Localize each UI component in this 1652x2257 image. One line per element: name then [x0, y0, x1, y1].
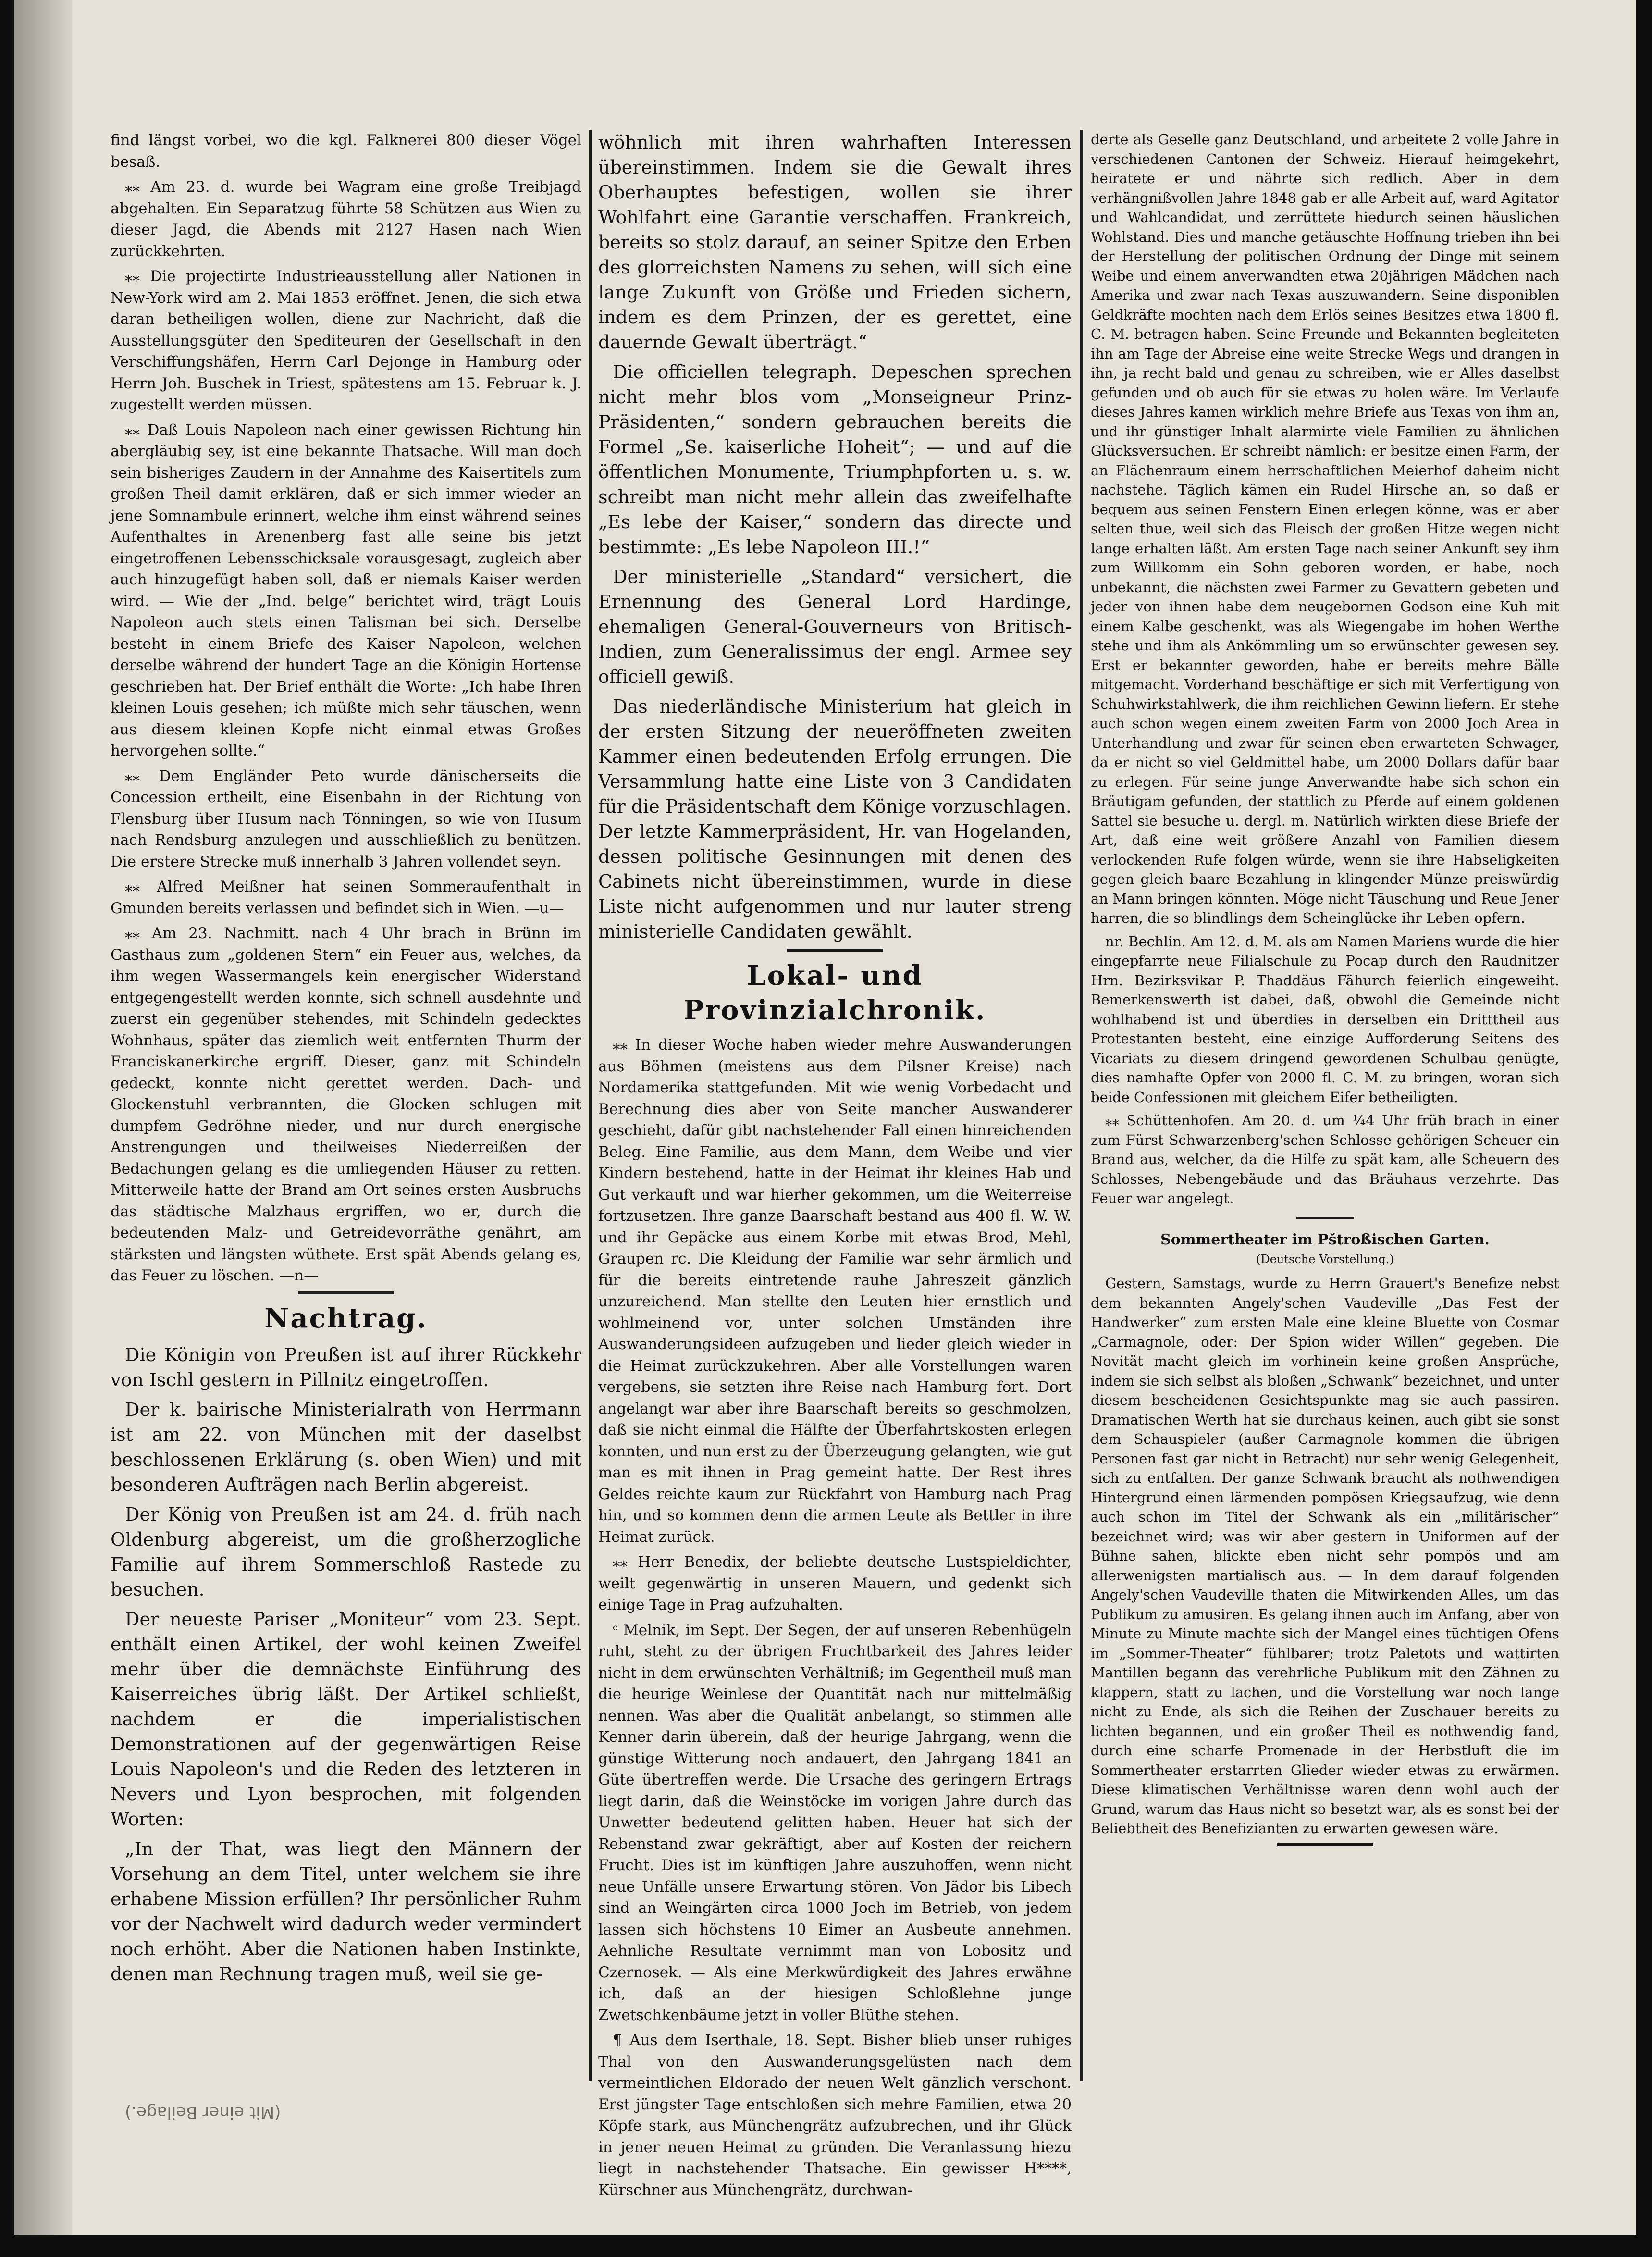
section-separator [298, 1291, 394, 1294]
article-paragraph: ⁎⁎ Am 23. d. wurde bei Wagram eine große Treibjagd abgehalten. Ein Separatzug führte 58 Schützen aus Wien zu dieser Jagd, die Abends mit 2127 Hasen nach Wien zurückkehrten. [111, 178, 581, 260]
article-paragraph: ⁎⁎ Dem Engländer Peto wurde dänischerseits die Concession ertheilt, eine Eisenbahn in der Richtung von Flensburg über Husum nach Tönningen, so wie von Husum nach Rendsburg anzulegen und ausschließlich zu benützen. Die erstere Strecke muß innerhalb 3 Jahren vollendet seyn. [111, 767, 581, 870]
article-paragraph: ⁎⁎ Die projectirte Industrieausstellung aller Nationen in New-York wird am 2. Mai 1853 eröffnet. Jenen, die sich etwa daran betheiligen wollen, diene zur Nachricht, daß die Ausstellungsgüter den Spediteuren der Gesellschaft in den Verschiffungshäfen, Herrn Carl Dejonge in Hamburg oder Herrn Joh. Buschek in Triest, spätestens am 15. Februar k. J. zugestellt werden müssen. [111, 268, 581, 413]
article-paragraph: ⁎⁎ In dieser Woche haben wieder mehre Auswanderungen aus Böhmen (meistens aus dem Pilsner Kreise) nach Nordamerika stattgefunden. Mit wie wenig Vorbedacht und Berechnung dies aber von Seite mancher Auswanderer geschieht, dafür gibt nachstehender Fall einen hinreichenden Beleg. Eine Familie, aus dem Mann, dem Weibe und vier Kindern bestehend, hatte in der Heimat ihr kleines Hab und Gut verkauft und war hierher gekommen, um die Weiterreise fortzusetzen. Ihre ganze Baarschaft bestand aus 400 fl. W. W. und ihr Gepäcke aus einem Korbe mit etwas Brod, Mehl, Graupen rc. Die Kleidung der Familie war sehr ärmlich und für die bereits eintretende rauhe Jahreszeit gänzlich unzureichend. Man stellte den Leuten hier ernstlich und wohlmeinend vor, unter solchen Umständen ihre Auswanderungsideen aufzugeben und lieder gleich wieder in die Heimat zurückzukehren. Aber alle Vorstellungen waren vergebens, sie setzten ihre Reise nach Hamburg fort. Dort angelangt war aber ihre Baarschaft bereits so geschmolzen, daß sie nicht einmal die Hälfte der Überfahrtskosten erlegen konnten, und nun erst zu der Überzeugung gelangten, wie gut man es mit ihnen in Prag gemeint hatte. Der Rest ihres Geldes reichte kaum zur Rückfahrt von Hamburg nach Prag hin, und so kommen denn die armen Leute als Bettler in ihre Heimat zurück. [598, 1036, 1072, 1546]
article-paragraph: Der k. bairische Ministerialrath von Herrmann ist am 22. von München mit der daselbst beschlossenen Erklärung (s. oben Wien) und mit besonderen Aufträgen nach Berlin abgereist. [111, 1399, 581, 1495]
article-paragraph: ⁎⁎ Herr Benedix, der beliebte deutsche Lustspieldichter, weilt gegenwärtig in unseren Mauern, und gedenkt sich einige Tage in Prag aufzuhalten. [598, 1553, 1072, 1613]
article-paragraph: ᶜ Melnik, im Sept. Der Segen, der auf unseren Rebenhügeln ruht, steht zu der übrigen Fruchtbarkeit des Jahres leider nicht in dem erwünschten Verhältniß; im Gegentheil muß man die heurige Weinlese der Quantität nach nur mittelmäßig nennen. Was aber die Qualität anbelangt, so stimmen alle Kenner darin überein, daß der heurige Jahrgang, wenn die günstige Witterung noch andauert, den Jahrgang 1841 an Güte übertreffen werde. Die Ursache des geringern Ertrags liegt darin, daß die Weinstöcke im vorigen Jahre durch das Unwetter bedeutend gelitten haben. Heuer hat sich der Rebenstand zwar gekräftigt, aber auf Kosten der reichern Frucht. Dies ist im künftigen Jahre auszuhoffen, wenn nicht neue Unfälle unsere Erwartung stören. Von Jädor bis Libech sind an Weingärten circa 1000 Joch im Betrieb, von jedem lassen sich höchstens 10 Eimer an Ausbeute annehmen. Aehnliche Resultate vernimmt man von Lobositz und Czernosek. — Als eine Merkwürdigkeit des Jahres erwähne ich, daß an der hiesigen Schloßlehne junge Zwetschkenbäume jetzt in voller Blüthe stehen. [598, 1621, 1072, 2024]
article-paragraph: Der ministerielle „Standard“ versichert, die Ernennung des General Lord Hardinge, ehemaligen General-Gouverneurs von Britisch-Indien, zum Generalissimus der engl. Armee sey officiell gewiß. [598, 566, 1072, 687]
section-heading-theater: Sommertheater im Pštroßischen Garten. [1160, 1231, 1490, 1248]
article-paragraph: ⁎⁎ Am 23. Nachmitt. nach 4 Uhr brach in Brünn im Gasthaus zum „goldenen Stern“ ein Feuer aus, welches, da ihm wegen Wassermangels kein energischer Widerstand entgegengestellt werden konnte, sich schnell ausdehnte und zuerst ein gegenüber stehendes, mit Schindeln gedecktes Wohnhaus, später das ziemlich weit entfernten Thurm der Franciskanerkirche ergriff. Dieser, ganz mit Schindeln gedeckt, konnte nicht gerettet werden. Dach- und Glockenstuhl verbrannten, die Glocken schlugen mit dumpfem Gedröhne nieder, und nur durch energische Anstrengungen und theilweises Niederreißen der Bedachungen gelang es die umliegenden Häuser zu retten. Mitterweile hatte der Brand am Ort seines ersten Ausbruchs das städtische Malzhaus ergriffen, wo er, durch die bedeutenden Malz- und Getreidevorräthe genährt, am stärksten und längsten wüthete. Erst spät Abends gelang es, das Feuer zu löschen. —n— [111, 925, 581, 1284]
newspaper-page [14, 0, 1636, 2235]
page-spine-shadow [14, 0, 72, 2235]
section-heading-lokal: Lokal- und Provinzialchronik. [683, 960, 986, 1026]
article-paragraph: Die Königin von Preußen ist auf ihrer Rückkehr von Ischl gestern in Pillnitz eingetroffen. [111, 1344, 581, 1390]
column-right [1091, 130, 1559, 2076]
column-left [111, 130, 581, 2076]
column-rule [1080, 130, 1083, 2081]
article-paragraph: „In der That, was liegt den Männern der Vorsehung an dem Titel, unter welchem sie ihre erhabene Mission erfüllen? Ihr persönlicher Ruhm vor der Nachwelt wird dadurch weder vermindert noch erhöht. Aber die Nationen haben Instinkte, denen man Rechnung tragen muß, weil sie ge- [111, 1838, 581, 1984]
article-paragraph: Der König von Preußen ist am 24. d. früh nach Oldenburg abgereist, um die großherzogliche Familie auf ihrem Sommerschloß Rastede zu besuchen. [111, 1503, 581, 1600]
article-paragraph: Gestern, Samstags, wurde zu Herrn Grauert's Benefize nebst dem bekannten Angely'schen Vaudeville „Das Fest der Handwerker“ zum ersten Male eine kleine Bluette von Cosmar „Carmagnole, oder: Der Spion wider Willen“ gegeben. Die Novität macht gleich im vorhinein keine großen Ansprüche, indem sie sich selbst als bloßen „Schwank“ bezeichnet, und unter diesem bescheidenen Gesichtspunkte mag sie auch passiren. Dramatischen Werth hat sie durchaus keinen, auch gibt sie sonst dem Schauspieler (außer Carmagnole kommen die übrigen Personen fast gar nicht in Betracht) nur sehr wenig Gelegenheit, sich zu entfalten. Der ganze Schwank braucht als nothwendigen Hintergrund einen lärmenden pompösen Kriegsaufzug, wie denn auch schon im Titel der Schwank als ein „militärischer“ bezeichnet wird; was wir aber gestern in Uniformen auf der Bühne sahen, blickte eben nicht sehr pompös und am allerwenigsten martialisch aus. — In dem darauf folgenden Angely'schen Vaudeville thaten die Mitwirkenden Alles, um das Publikum zu amusiren. Es gelang ihnen auch im Anfang, aber von Minute zu Minute machte sich der Mangel eines tüchtigen Ofens im „Sommer-Theater“ fühlbarer; trotz Paletots und wattirten Mantillen begann das verehrliche Publikum mit den Zähnen zu klappern, statt zu lachen, und die Vorstellung war noch lange nicht zu Ende, als sich die Reihen der Zuschauer bereits zu lichten begannen, und ein großer Theil es nothwendig fand, durch eine scharfe Promenade in der Herbstluft die im Sommertheater erstarrten Glieder wieder etwas zu erwärmen. Diese klimatischen Verhältnisse waren denn wohl auch der Grund, warum das Haus nicht so besetzt war, als es sonst bei der Beliebtheit des Benefizianten zu erwarten gewesen wäre. [1091, 1275, 1559, 1836]
nachtrag-section [111, 1342, 581, 1986]
article-paragraph: Die officiellen telegraph. Depeschen sprechen nicht mehr blos vom „Monseigneur Prinz-Präsidenten,“ sondern gebrauchen bereits die Formel „Se. kaiserliche Hoheit“; — und auf die öffentlichen Monumente, Triumphpforten u. s. w. schreibt man nicht mehr allein das zweifelhafte „Es lebe der Kaiser,“ sondern das directe und bestimmte: „Es lebe Napoleon III.!“ [598, 361, 1072, 558]
article-paragraph: Der neueste Pariser „Moniteur“ vom 23. Sept. enthält einen Artikel, der wohl keinen Zweifel mehr über die demnächste Einführung des Kaiserreiches übrig läßt. Der Artikel schließt, nachdem er die imperialistischen Demonstrationen auf der gegenwärtigen Reise Louis Napoleon's und die Reden des letzteren in Nevers und Lyon besprochen, mit folgenden Worten: [111, 1608, 581, 1830]
article-paragraph: Das niederländische Ministerium hat gleich in der ersten Sitzung der neueröffneten zweiten Kammer einen bedeutenden Erfolg errungen. Die Versammlung hatte eine Liste von 3 Candidaten für die Präsidentschaft dem Könige vorzuschlagen. Der letzte Kammerpräsident, Hr. van Hogelanden, dessen politische Gesinnungen mit denen des Cabinets nicht übereinstimmen, wurde in diese Liste nicht aufgenommen und nur lauter streng ministerielle Candidaten gewählt. [598, 696, 1072, 942]
article-paragraph: nr. Bechlin. Am 12. d. M. als am Namen Mariens wurde die hier eingepfarrte neue Filialschule zu Pocap durch den Raudnitzer Hrn. Bezirksvikar P. Thaddäus Fähurch feierlich eingeweiht. Bemerkenswerth ist dabei, daß, obwohl die Gemeinde nicht wohlhabend ist und überdies in derselben ein Dritttheil aus Protestanten besteht, eine einzige Aufforderung Seitens des Vicariats zu diesem dringend gewordenen Schulbau genügte, dies namhafte Opfer von 2000 fl. C. M. zu bringen, woran sich beide Confessionen mit gleichem Eifer betheiligten. [1091, 933, 1559, 1105]
article-paragraph: ⁎⁎ Daß Louis Napoleon nach einer gewissen Richtung hin abergläubig sey, ist eine bekannte Thatsache. Will man doch sein bisheriges Zaudern in der Annahme des Kaisertitels zum großen Theil damit erklären, daß er sich immer wieder an jene Somnambule erinnert, welche ihm einst während seines Aufenthaltes in Arenenberg fast alle seine bis jetzt eingetroffenen Lebensschicksale vorausgesagt, zugleich aber auch hinzugefügt haben soll, daß er niemals Kaiser werden wird. — Wie der „Ind. belge“ berichtet wird, trägt Louis Napoleon auch stets einen Talisman bei sich. Derselbe besteht in einem Briefe des Kaiser Napoleon, welchen derselbe während der hundert Tage an die Königin Hortense geschrieben hat. Der Brief enthält die Worte: „Ich habe Ihren kleinen Louis gesehen; ich müßte mich sehr täuschen, wenn aus diesem kleinen Kopfe nicht einmal etwas Großes hervorgehen sollte.“ [111, 421, 581, 759]
section-separator [787, 949, 883, 952]
article-paragraph: ⁎⁎ Schüttenhofen. Am 20. d. um ¼4 Uhr früh brach in einer zum Fürst Schwarzenberg'schen Schlosse gehörigen Scheuer ein Brand aus, welcher, da die Hilfe zu spät kam, alle Scheuern des Schlosses, Nebengebäude und das Bräuhaus verzehrte. Das Feuer war angelegt. [1091, 1112, 1559, 1206]
column-middle [598, 130, 1072, 2199]
article-paragraph: wöhnlich mit ihren wahrhaften Interessen übereinstimmen. Indem sie die Gewalt ihres Oberhauptes befestigen, wollen sie ihrer Wohlfahrt eine Garantie verschaffen. Frankreich, bereits so stolz darauf, an seiner Spitze den Erben des glorreichsten Namens zu sehen, will sich eine lange Zukunft von Größe und Frieden sichern, indem es dem Prinzen, der es gerettet, eine dauernde Gewalt überträgt.“ [598, 132, 1072, 353]
article-paragraph: ⁎⁎ Alfred Meißner hat seinen Sommeraufenthalt in Gmunden bereits verlassen und befindet sich in Wien. —u— [111, 878, 581, 917]
article-paragraph: derte als Geselle ganz Deutschland, und arbeitete 2 volle Jahre in verschiedenen Cantonen der Schweiz. Hierauf heimgekehrt, heiratete er und nährte sich redlich. Aber in dem verhängnißvollen Jahre 1848 gab er alle Arbeit auf, ward Agitator und Wahlcandidat, und zerrüttete hiedurch seinen häuslichen Wohlstand. Dies und manche getäuschte Hoffnung trieben ihn bei der Herstellung der politischen Ordnung der Dinge mit seinem Weibe und einem anverwandten etwa 20jährigen Mädchen nach Amerika und zwar nach Texas auszuwandern. Seine disponiblen Geldkräfte mochten nach dem Erlös seines Besitzes etwa 1800 fl. C. M. betragen haben. Seine Freunde und Bekannten begleiteten ihn am Tage der Abreise eine weite Strecke Wegs und drangen in ihn, ja recht bald und genau zu schreiben, wie er Alles daselbst gefunden und ob auch für sie etwas zu holen wäre. Im Verlaufe dieses Jahres kamen wirklich mehre Briefe aus Texas von ihm an, und ihr günstiger Inhalt alarmirte viele Familien zu ähnlichen Glücksversuchen. Er schreibt nämlich: er besitze einen Farm, der an Flächenraum einem herrschaftlichen Meierhof daheim nicht nachstehe. Täglich kämen ein Rudel Hirsche an, so daß er bequem aus seinen Fenstern Einen erlegen könne, was er aber selten thue, weil sich das Fleisch der großen Hitze wegen nicht lange erhalten läßt. Am ersten Tage nach seiner Ankunft sey ihm zum Willkomm ein Sohn geboren worden, er habe, noch unbekannt, die nächsten zwei Farmer zu Gevattern gebeten und jeder von ihnen habe dem neugebornen Godson eine Kuh mit einem Kalbe geschenkt, was als Wiegengabe im hohen Werthe stehe und ihm als Ankömmling um so erwünschter gewesen sey. Erst er bekannter geworden, habe er bereits mehre Bälle mitgemacht. Vorderhand beschäftige er sich mit Verfertigung von Schuhwirkstahlwerk, die ihm reichlichen Gewinn liefern. Er stehe auch schon wegen einem zweiten Farm von 2000 Joch Area in Unterhandlung und zwar für seinen eben erwarteten Schwager, da er nicht so viel Geldmittel habe, um 2000 Dollars dafür baar zu erlegen. Für seine junge Anverwandte habe sich schon ein Bräutigam gefunden, der stattlich zu Pferde auf einem goldenen Sattel sie besuche u. dergl. m. Natürlich wirkten diese Briefe der Art, daß eine weit größere Anzahl von Familien diesem verlockenden Rufe folgen würde, wenn sie ihre Habseligkeiten gegen gleich baare Bezahlung in klingender Münze preiswürdig an Mann bringen könnten. Möge nicht Täuschung und Reue Jener harren, die so blindlings dem Scheinglücke ihr Leben opfern. [1091, 131, 1559, 926]
column-rule [589, 130, 592, 2081]
mirrored-stamp-mark: (Mit einer Beilage.) [125, 2103, 281, 2122]
section-heading-nachtrag: Nachtrag. [264, 1302, 428, 1334]
section-subheading: (Deutsche Vorstellung.) [1256, 1252, 1394, 1266]
politics-section [598, 130, 1072, 944]
section-separator [1296, 1217, 1354, 1219]
end-separator [1277, 1843, 1373, 1846]
article-paragraph: ¶ Aus dem Iserthale, 18. Sept. Bisher blieb unser ruhiges Thal von den Auswanderungsgelüsten nach dem vermeintlichen Eldorado der neuen Welt gänzlich verschont. Erst jüngster Tage entschloßen sich mehre Familien, etwa 20 Köpfe stark, aus Münchengrätz aufzubrechen, und ihr Glück in jener neuen Heimat zu gründen. Die Veranlassung hiezu liegt in nachstehender Thatsache. Ein gewisser H****, Kürschner aus Münchengrätz, durchwan- [598, 2032, 1072, 2199]
article-paragraph: find längst vorbei, wo die kgl. Falknerei 800 dieser Vögel besaß. [111, 132, 581, 171]
